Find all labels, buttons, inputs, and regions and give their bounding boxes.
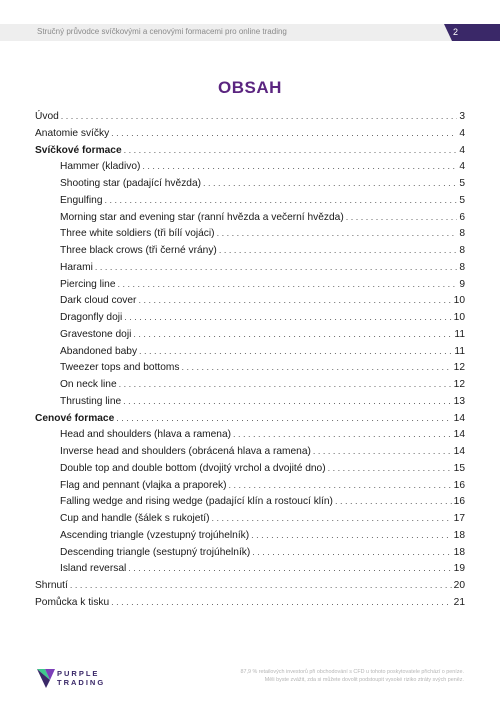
toc-entry-label: Gravestone doji	[60, 328, 132, 340]
toc-dot-leader	[203, 175, 457, 192]
toc-dot-leader	[116, 410, 451, 427]
toc-entry[interactable]	[35, 560, 465, 577]
toc-dot-leader	[328, 460, 452, 477]
toc-entry-page: 15	[453, 462, 465, 474]
toc-entry[interactable]	[35, 142, 465, 159]
toc-dot-leader	[118, 276, 458, 293]
toc-entry-page: 4	[459, 144, 465, 156]
toc-dot-leader	[128, 560, 451, 577]
toc-entry-page: 14	[453, 429, 465, 441]
toc-entry-label: Flag and pennant (vlajka a praporek)	[60, 479, 227, 491]
page-number: 2	[452, 27, 458, 37]
toc-entry-label: Hammer (kladivo)	[60, 161, 141, 173]
toc-entry-page: 12	[453, 362, 465, 374]
toc-entry[interactable]	[35, 158, 465, 175]
toc-dot-leader	[181, 359, 451, 376]
toc-entry[interactable]	[35, 343, 465, 360]
toc-entry-page: 11	[454, 345, 465, 357]
toc-entry[interactable]	[35, 544, 465, 561]
toc-entry-page: 19	[453, 563, 465, 575]
toc-entry[interactable]	[35, 292, 465, 309]
risk-disclaimer	[194, 668, 464, 684]
toc-entry-label: Harami	[60, 261, 93, 273]
toc-dot-leader	[70, 577, 452, 594]
toc-entry-label: On neck line	[60, 379, 117, 390]
toc-entry[interactable]	[35, 527, 465, 544]
toc-entry-page: 8	[459, 245, 465, 256]
header-title: Stručný průvodce svíčkovými a cenovými formacemi pro online trading	[37, 27, 287, 36]
toc-dot-leader	[217, 225, 458, 242]
toc-entry[interactable]	[35, 577, 465, 594]
toc-dot-leader	[104, 192, 457, 209]
toc-entry-page: 14	[453, 412, 465, 424]
toc-entry-page: 6	[459, 211, 465, 223]
disclaimer-line-2: Měli byste zvážit, zda si můžete dovolit podstoupit vysoké riziko ztráty svých peněz.	[264, 677, 464, 683]
toc-entry-label: Cup and handle (šálek s rukojetí)	[60, 513, 210, 524]
toc-dot-leader	[233, 426, 452, 443]
toc-entry[interactable]	[35, 225, 465, 242]
toc-entry-label: Descending triangle (sestupný trojúhelník)	[60, 546, 251, 558]
toc-entry-page: 16	[453, 496, 465, 508]
toc-entry[interactable]	[35, 242, 465, 259]
toc-entry[interactable]	[35, 493, 465, 510]
toc-dot-leader	[123, 393, 452, 410]
toc-entry-label: Falling wedge and rising wedge (padající klín a rostoucí klín)	[60, 496, 333, 508]
toc-entry-label: Three black crows (tři černé vrány)	[60, 245, 217, 256]
toc-dot-leader	[119, 376, 452, 393]
toc-entry-page: 4	[459, 161, 465, 173]
toc-entry-page: 10	[453, 295, 465, 307]
toc-entry-label: Three white soldiers (tři bílí vojáci)	[60, 228, 215, 240]
toc-dot-leader	[95, 259, 457, 276]
toc-entry-page: 9	[459, 278, 465, 290]
toc-entry-page: 8	[459, 228, 465, 240]
toc-dot-leader	[124, 309, 451, 326]
toc-entry[interactable]	[35, 259, 465, 276]
toc-entry-label: Abandoned baby	[60, 345, 138, 357]
toc-entry-label: Dark cloud cover	[60, 295, 137, 307]
toc-entry[interactable]	[35, 594, 465, 611]
toc-dot-leader	[251, 527, 452, 544]
toc-entry-page: 10	[453, 312, 465, 323]
toc-entry-page: 8	[459, 261, 465, 273]
toc-entry-label: Pomůcka k tisku	[35, 596, 110, 608]
toc-dot-leader	[252, 544, 451, 561]
toc-dot-leader	[229, 477, 452, 494]
toc-entry-label: Inverse head and shoulders (obrácená hlava a ramena)	[60, 446, 311, 457]
toc-dot-leader	[124, 142, 458, 159]
toc-entry[interactable]	[35, 359, 465, 376]
toc-entry-label: Dragonfly doji	[60, 312, 123, 323]
toc-entry-label: Ascending triangle (vzestupný trojúhelník)	[60, 529, 250, 541]
toc-dot-leader	[61, 108, 458, 125]
toc-entry[interactable]	[35, 426, 465, 443]
toc-entry-label: Double top and double bottom (dvojitý vrchol a dvojité dno)	[60, 462, 326, 474]
toc-dot-leader	[111, 125, 457, 142]
toc-entry[interactable]	[35, 175, 465, 192]
disclaimer-line-1: 87,9 % retailových investorů při obchodování s CFD u tohoto poskytovatele přichází o peníze.	[240, 669, 464, 675]
toc-entry[interactable]	[35, 276, 465, 293]
toc-dot-leader	[139, 343, 452, 360]
toc-dot-leader	[313, 443, 452, 460]
toc-entry-label: Piercing line	[60, 278, 116, 290]
toc-dot-leader	[335, 493, 452, 510]
table-of-contents	[35, 108, 465, 611]
logo-word-1: PURPLE	[57, 669, 100, 678]
toc-entry[interactable]	[35, 460, 465, 477]
toc-entry-label: Tweezer tops and bottoms	[60, 362, 180, 374]
toc-entry-page: 5	[459, 194, 465, 206]
toc-dot-leader	[111, 594, 451, 611]
toc-entry[interactable]	[35, 393, 465, 410]
logo-word-2: TRADING	[57, 678, 106, 687]
toc-entry[interactable]	[35, 510, 465, 527]
toc-entry[interactable]	[35, 125, 465, 142]
toc-entry-label: Úvod	[35, 111, 59, 122]
toc-entry[interactable]	[35, 209, 465, 226]
toc-entry-page: 18	[453, 546, 465, 558]
toc-dot-leader	[346, 209, 458, 226]
toc-entry-page: 4	[459, 127, 465, 139]
toc-entry-page: 16	[453, 479, 465, 491]
toc-entry[interactable]	[35, 477, 465, 494]
toc-entry[interactable]	[35, 326, 465, 343]
toc-entry-label: Engulfing	[60, 194, 103, 206]
toc-entry[interactable]	[35, 108, 465, 125]
toc-entry-label: Head and shoulders (hlava a ramena)	[60, 429, 232, 441]
toc-entry-label: Svíčkové formace	[35, 144, 122, 156]
toc-dot-leader	[142, 158, 457, 175]
toc-entry-label: Shooting star (padající hvězda)	[60, 178, 202, 189]
toc-entry-label: Thrusting line	[60, 395, 122, 407]
toc-entry[interactable]	[35, 376, 465, 393]
toc-entry-page: 21	[453, 596, 465, 608]
toc-entry-label: Anatomie svíčky	[35, 127, 110, 139]
toc-entry-page: 13	[453, 395, 465, 407]
toc-entry-page: 11	[454, 328, 465, 340]
toc-entry-page: 17	[453, 513, 465, 524]
toc-entry[interactable]	[35, 309, 465, 326]
toc-entry-label: Island reversal	[60, 563, 127, 575]
toc-entry-page: 18	[453, 529, 465, 541]
logo-text	[57, 669, 105, 687]
toc-entry-page: 20	[453, 580, 465, 591]
toc-entry[interactable]	[35, 192, 465, 209]
toc-title: OBSAH	[218, 78, 282, 97]
toc-entry-page: 5	[459, 178, 465, 189]
toc-entry-label: Shrnutí	[35, 580, 68, 591]
toc-entry-page: 3	[459, 111, 465, 122]
toc-dot-leader	[219, 242, 458, 259]
toc-dot-leader	[212, 510, 452, 527]
toc-entry[interactable]	[35, 410, 465, 427]
toc-entry-page: 14	[453, 446, 465, 457]
toc-entry-label: Morning star and evening star (ranní hvězda a večerní hvězda)	[60, 211, 344, 223]
toc-entry[interactable]	[35, 443, 465, 460]
toc-entry-page: 12	[453, 379, 465, 390]
toc-entry-label: Cenové formace	[35, 412, 115, 424]
toc-dot-leader	[138, 292, 451, 309]
toc-dot-leader	[133, 326, 452, 343]
